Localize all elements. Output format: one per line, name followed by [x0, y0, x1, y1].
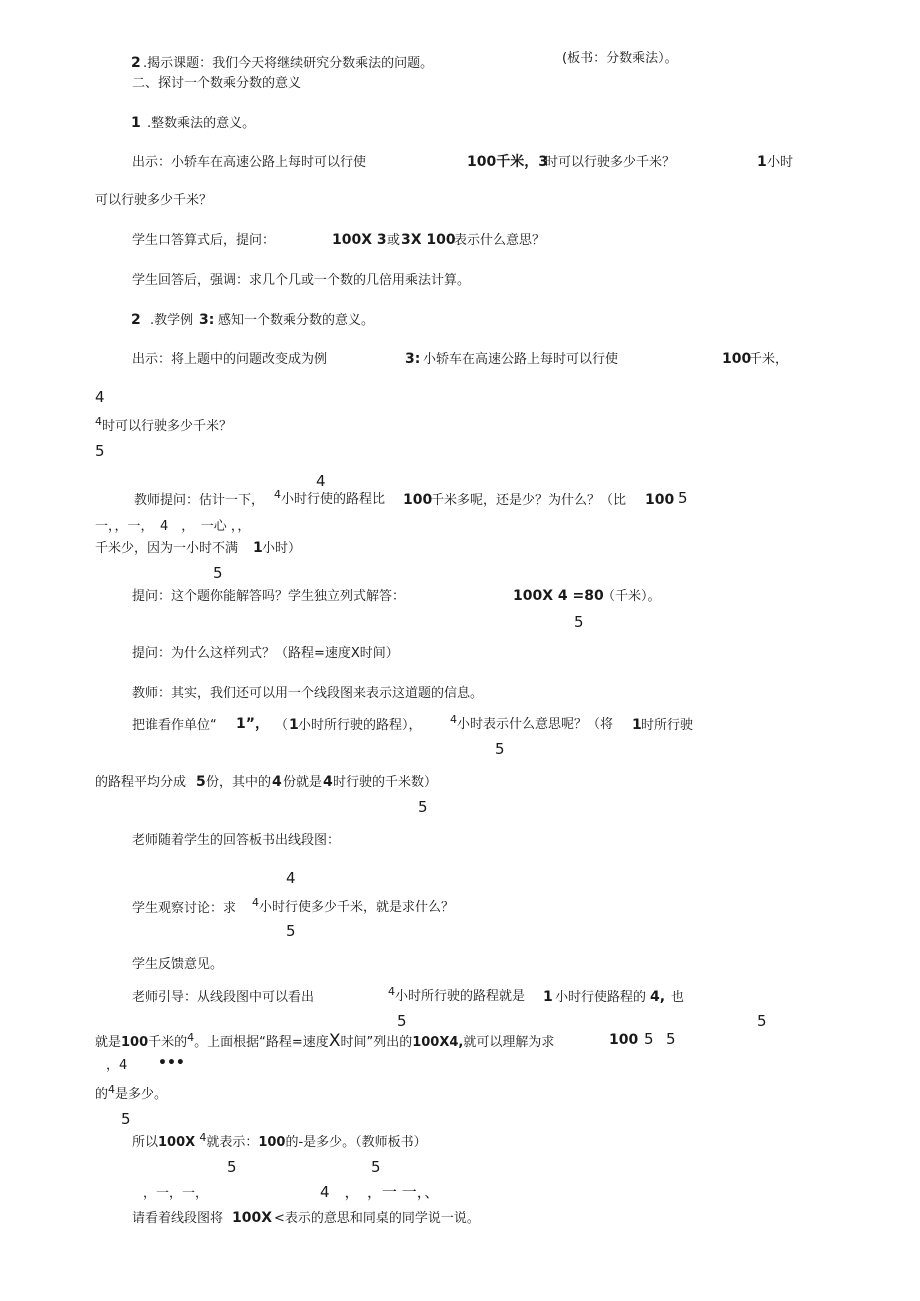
text-l27: 4: [286, 869, 296, 887]
text-l16c: 小时）: [262, 541, 302, 556]
text-l14d: 100: [403, 492, 433, 508]
text-l22g: 小时表示什么意思呢？（将: [457, 717, 614, 732]
text-l09c: 小轿车在高速公路上每时可以行使: [423, 352, 619, 367]
text-l17: 5: [213, 564, 223, 582]
text-l38b: 5: [371, 1158, 381, 1176]
text-l19: 5: [574, 613, 584, 631]
text-l12: 5: [95, 442, 105, 460]
text-l28bc: [252, 896, 455, 916]
text-l37: [132, 1131, 427, 1151]
text-l33k: 5: [644, 1030, 654, 1048]
text-l25: 5: [418, 798, 428, 816]
text-l33h: 100X4,: [412, 1035, 464, 1050]
text-l24d: 4: [272, 774, 282, 790]
text-l37a: 所以: [132, 1135, 159, 1150]
text-l34a: ，4: [106, 1058, 128, 1073]
text-l35c: 是多少。: [115, 1087, 168, 1102]
text-l35: [95, 1083, 168, 1103]
text-l08d: 感知一个数乘分数的意义。: [218, 313, 375, 328]
text-l30: 学生反馈意见。: [132, 957, 224, 972]
text-l14a: 教师提问：估计一下，: [134, 493, 265, 508]
text-l11b: 时可以行驶多少千米？: [102, 419, 233, 434]
text-l36: 5: [121, 1110, 131, 1128]
text-l14g: 5: [678, 489, 688, 507]
text-l04d: 1: [757, 154, 767, 170]
text-l09e: 千米，: [749, 352, 789, 367]
text-l38a: 5: [227, 1158, 237, 1176]
text-l05: 可以行驶多少千米？: [95, 193, 213, 208]
text-l33j: 100: [609, 1032, 639, 1048]
text-l09a: 出示：将上题中的问题改变成为例: [132, 352, 328, 367]
text-l29: 5: [286, 922, 296, 940]
text-l33d: 4: [187, 1031, 195, 1044]
text-l37f: 的-是多少。（教师板书）: [285, 1135, 427, 1150]
text-l33b: 100: [121, 1035, 149, 1050]
text-l03a: 1: [131, 115, 141, 131]
text-l24g: 时行驶的千米数）: [333, 775, 438, 790]
text-l34b: •••: [158, 1055, 185, 1071]
text-l37d: 就表示：: [206, 1135, 259, 1150]
text-l03b: .整数乘法的意义。: [147, 116, 256, 131]
text-l31f: 4,: [650, 989, 666, 1005]
text-l31b: 4: [388, 985, 395, 998]
text-l37b: 100X: [158, 1135, 196, 1150]
text-l33g: 时间”列出的: [340, 1035, 413, 1050]
text-l11a: 4: [95, 415, 102, 428]
text-l39b: 4 ， ，一 一，、: [320, 1183, 440, 1201]
text-l33i: 就可以理解为求: [463, 1035, 555, 1050]
text-l08b: .教学例: [150, 313, 194, 328]
text-l31d: 1: [543, 989, 553, 1005]
text-l24e: 份就是: [283, 775, 323, 790]
text-l09d: 100: [722, 351, 752, 367]
text-l04e: 小时: [767, 155, 794, 170]
text-l14bc: [274, 488, 386, 508]
text-l40a: 请看着线段图将: [132, 1211, 224, 1226]
text-l40b: 100X: [232, 1210, 273, 1226]
text-l33f: X: [328, 1031, 341, 1051]
text-l24c: 份，其中的: [206, 775, 272, 790]
text-l15: 一，，一， 4 ， 一心 ，，: [95, 519, 251, 534]
text-l31bc: [388, 985, 526, 1005]
text-l01a: 2: [131, 55, 141, 71]
text-l24a: 的路程平均分成: [95, 775, 187, 790]
text-l08a: 2: [131, 312, 141, 328]
text-l28b: 4: [252, 896, 259, 909]
text-l35a: 的: [95, 1087, 109, 1102]
text-l18a: 提问：这个题你能解答吗？学生独立列式解答：: [132, 589, 406, 604]
text-l37e: 100: [258, 1135, 286, 1150]
text-l04c: 时可以行驶多少千米？: [545, 155, 676, 170]
text-l22fg: [450, 713, 614, 733]
text-l16a: 千米少，因为一小时不满: [95, 541, 239, 556]
text-l32a: 5: [397, 1012, 407, 1030]
text-l39a: ，一，一，: [143, 1186, 209, 1201]
text-l04a: 出示：小轿车在高速公路上每时可以行使: [132, 155, 367, 170]
text-l18b: 100X 4 =80: [513, 588, 604, 604]
text-l06a: 学生口答算式后，提问：: [132, 233, 276, 248]
text-l22c: （: [275, 718, 289, 733]
text-l35b: 4: [108, 1083, 116, 1096]
text-l33e: 。上面根据“路程=速度: [194, 1035, 329, 1050]
text-l33l: 5: [666, 1030, 676, 1048]
text-l13: 4: [316, 472, 326, 490]
text-l37c: 4: [199, 1131, 207, 1144]
text-l32b: 5: [757, 1012, 767, 1030]
text-l24b: 5: [196, 774, 206, 790]
text-l26: 老师随着学生的回答板书出线段图：: [132, 833, 341, 848]
text-l31a: 老师引导：从线段图中可以看出: [132, 990, 315, 1005]
text-l22f: 4: [450, 713, 457, 726]
text-l24f: 4: [323, 774, 333, 790]
text-l40c: <表示的意思和同桌的同学说一说。: [274, 1211, 480, 1226]
text-l28c: 小时行使多少千米，就是求什么？: [259, 900, 455, 915]
text-l33a: 就是: [95, 1035, 122, 1050]
text-l14f: 100: [645, 492, 675, 508]
text-l04b: 100千米，3: [467, 154, 548, 170]
text-l20: 提问：为什么这样列式？（路程=速度X时间）: [132, 646, 399, 661]
text-l01b: .揭示课题：我们今天将继续研究分数乘法的问题。: [143, 56, 434, 71]
text-l07: 学生回答后，强调：求几个几或一个数的几倍用乘法计算。: [132, 273, 471, 288]
text-l14e: 千米多呢，还是少？为什么？（比: [431, 493, 627, 508]
text-l08c: 3:: [199, 312, 215, 328]
text-l06c: 或: [387, 233, 401, 248]
text-l18c: （千米）。: [602, 589, 661, 604]
text-l06d: 3X 100: [401, 232, 456, 248]
text-l06e: 表示什么意思？: [454, 233, 546, 248]
text-l10: 4: [95, 388, 105, 406]
text-l22i: 时所行驶: [641, 718, 694, 733]
text-l22a: 把谁看作单位“: [132, 718, 217, 733]
text-l31e: 小时行使路程的: [555, 990, 647, 1005]
text-l14b: 4: [274, 488, 281, 501]
text-l28a: 学生观察讨论：求: [132, 901, 237, 916]
text-l31c: 小时所行驶的路程就是: [395, 989, 526, 1004]
text-l22h: 1: [632, 717, 642, 733]
text-l22d: 1: [289, 717, 299, 733]
text-l21: 教师：其实，我们还可以用一个线段图来表示这道题的信息。: [132, 686, 484, 701]
text-l02: 二、探讨一个数乘分数的意义: [132, 76, 302, 91]
text-l16b: 1: [253, 540, 263, 556]
text-l31g: 也: [671, 990, 685, 1005]
text-l14c: 小时行使的路程比: [281, 492, 386, 507]
text-l33c: 千米的: [148, 1035, 188, 1050]
text-l23: 5: [495, 740, 505, 758]
text-l01c: (板书：分数乘法）。: [562, 51, 678, 66]
text-l09b: 3:: [405, 351, 421, 367]
text-l11: [95, 415, 233, 435]
text-l06b: 100X 3: [332, 232, 387, 248]
text-l33: [95, 1033, 554, 1051]
text-l22b: 1”，: [236, 716, 269, 732]
text-l22e: 小时所行驶的路程），: [298, 718, 422, 733]
